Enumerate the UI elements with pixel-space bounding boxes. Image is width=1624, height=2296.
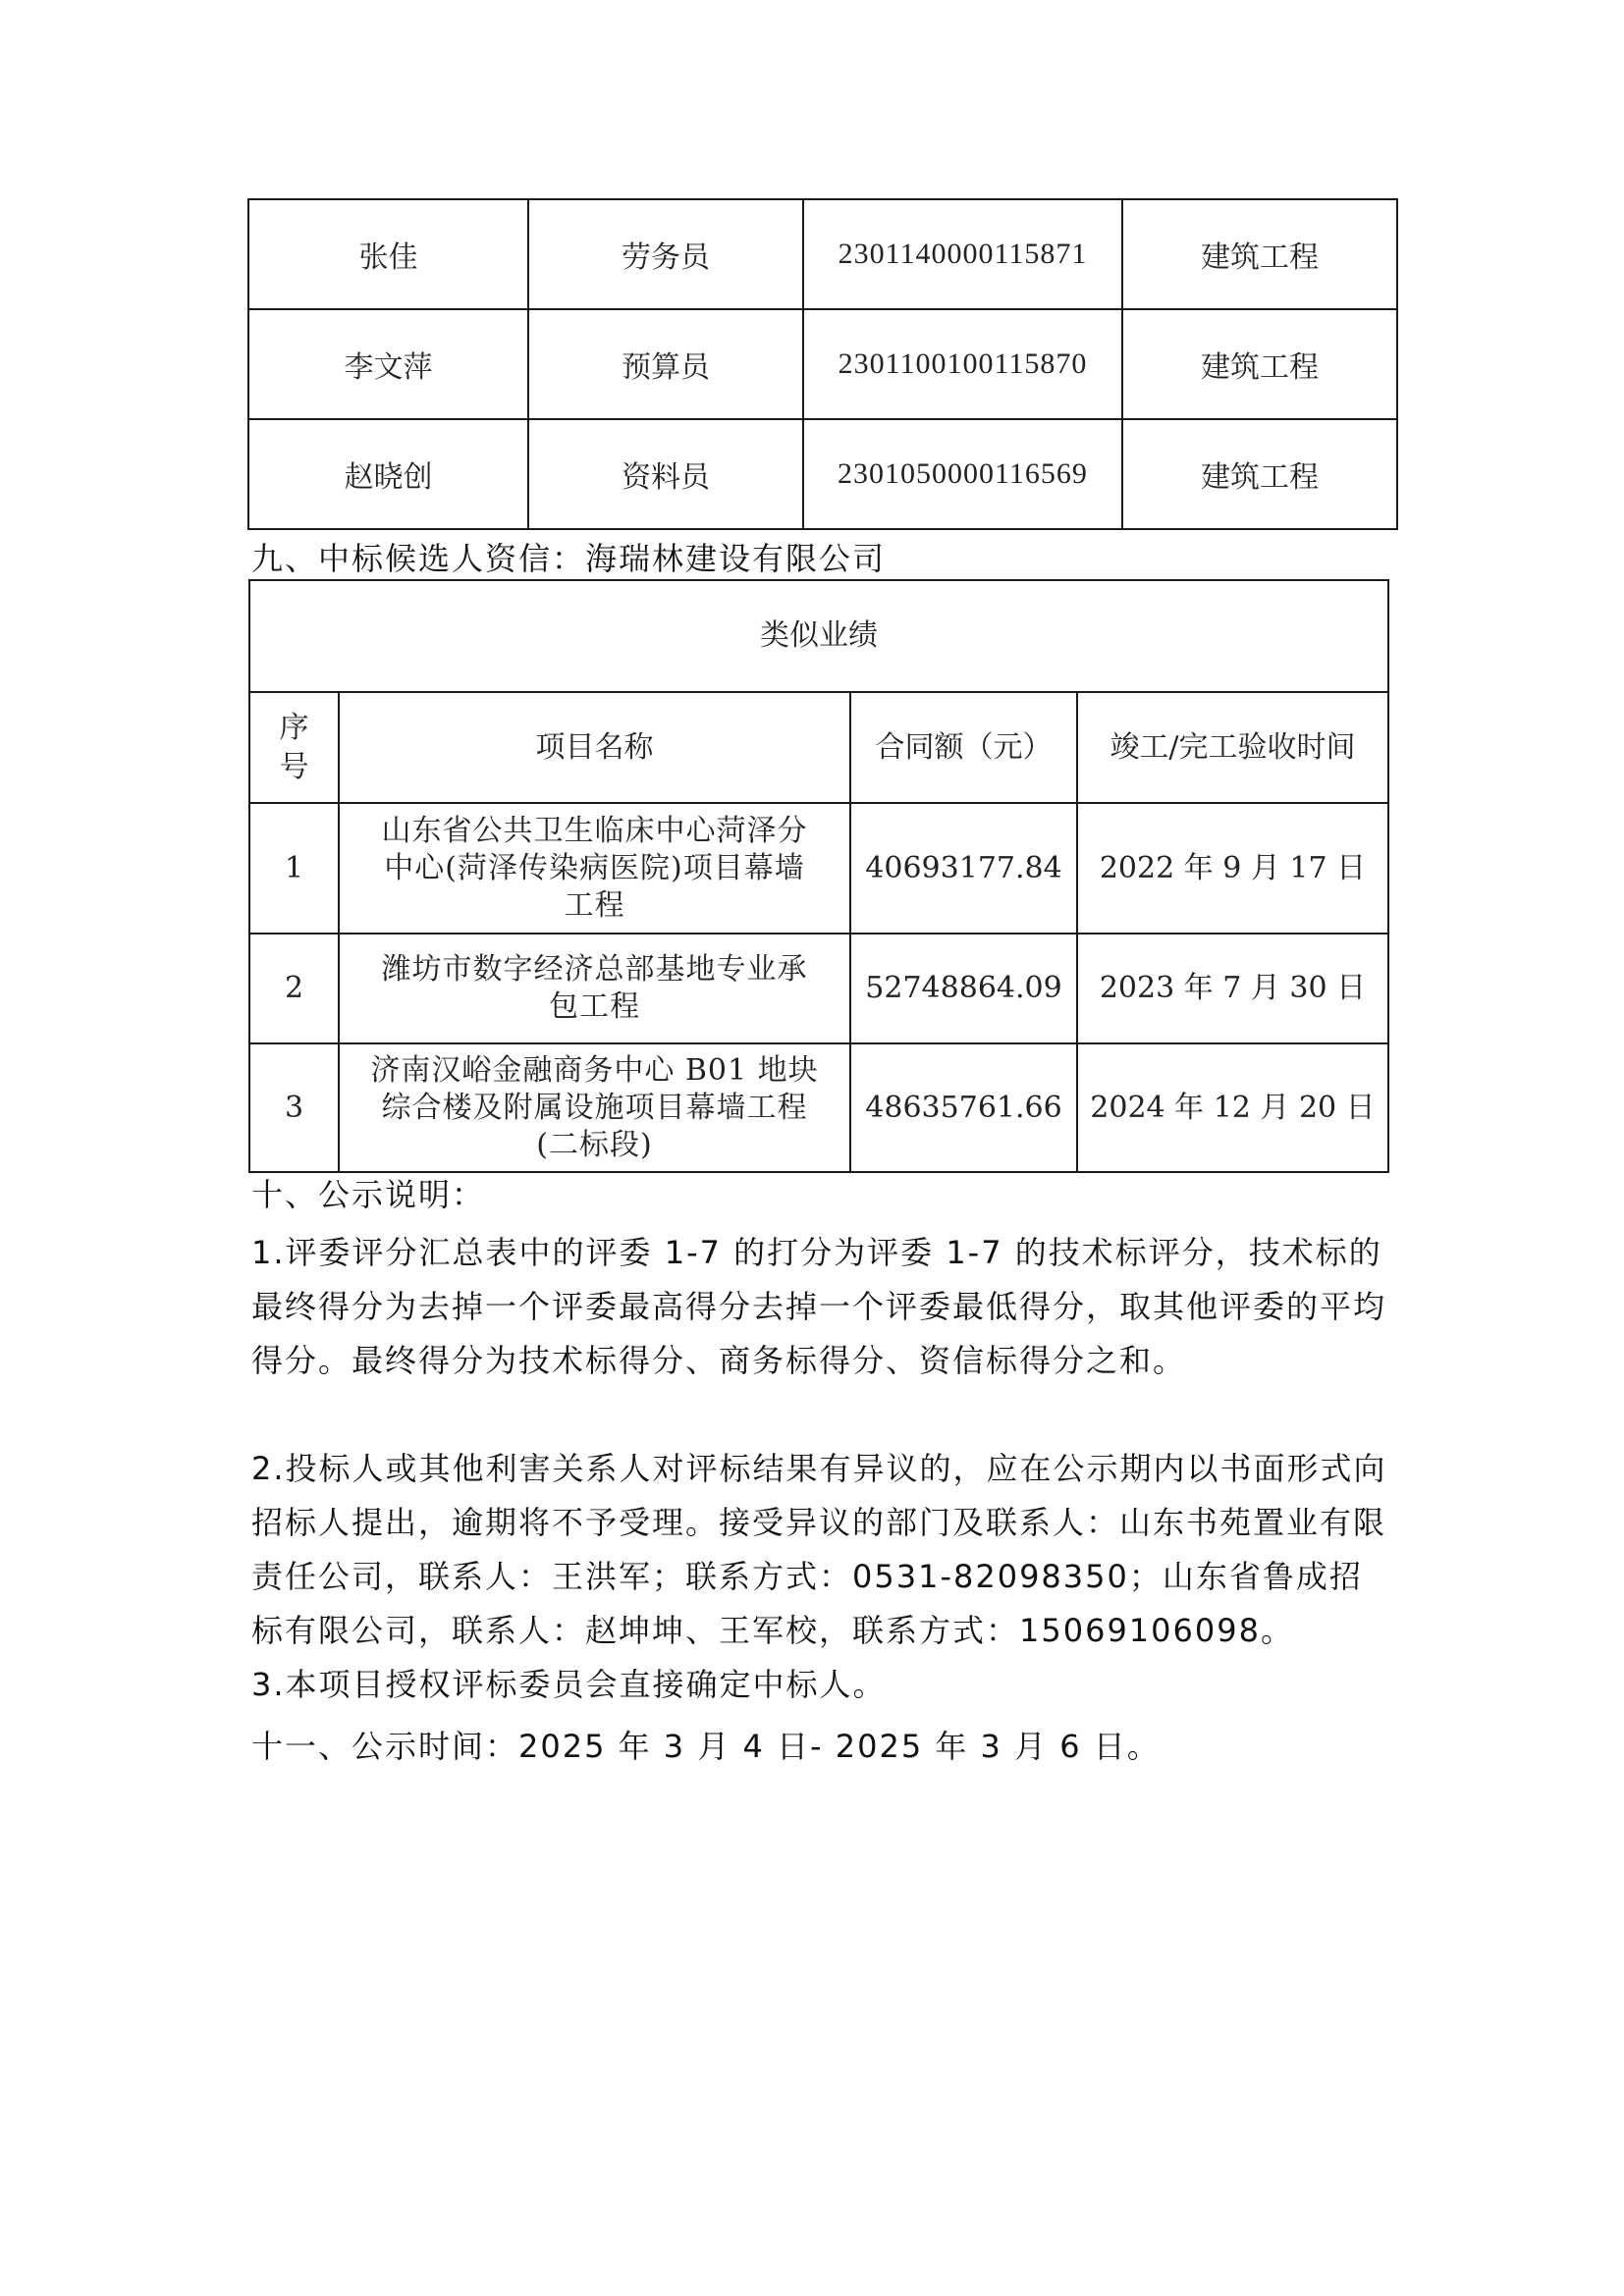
contract-amount: 40693177.84 [850,803,1077,934]
header-index-line2: 号 [279,749,309,784]
table-row [249,803,1388,934]
project-name [339,1043,850,1172]
staff-cert-number: 2301140000115871 [803,199,1122,309]
project-name-line: 综合楼及附属设施项目幕墙工程 [381,1090,808,1125]
header-project: 项目名称 [339,692,850,803]
row-index: 1 [249,803,339,934]
staff-major: 建筑工程 [1122,419,1397,529]
staff-role: 劳务员 [528,199,803,309]
project-name-line: (二标段) [536,1127,653,1162]
staff-major: 建筑工程 [1122,309,1397,419]
header-index-line1: 序 [279,710,309,745]
staff-role: 预算员 [528,309,803,419]
table-header-row [249,692,1388,803]
project-name [339,803,850,934]
staff-name: 张佳 [248,199,528,309]
header-index [249,692,339,803]
table-row [248,309,1397,419]
section11-heading: 十一、公示时间：2025 年 3 月 4 日- 2025 年 3 月 6 日。 [251,1728,1161,1765]
staff-cert-number: 2301050000116569 [803,419,1122,529]
header-date: 竣工/完工验收时间 [1077,692,1388,803]
table-row [248,419,1397,529]
table-row [249,934,1388,1043]
project-name-line: 工程 [564,887,625,923]
performance-table [248,579,1389,1173]
contract-amount: 52748864.09 [850,934,1077,1043]
table-row [248,199,1397,309]
header-amount: 合同额（元） [850,692,1077,803]
staff-name: 李文萍 [248,309,528,419]
acceptance-date: 2024 年 12 月 20 日 [1077,1043,1388,1172]
project-name-line: 潍坊市数字经济总部基地专业承 [381,952,808,987]
notice-item-3: 3.本项目授权评标委员会直接确定中标人。 [251,1666,887,1703]
project-name-line: 山东省公共卫生临床中心菏泽分 [381,813,808,848]
project-name [339,934,850,1043]
project-name-line: 中心(菏泽传染病医院)项目幕墙 [384,850,805,885]
staff-role: 资料员 [528,419,803,529]
staff-major: 建筑工程 [1122,199,1397,309]
notice-item-1: 1.评委评分汇总表中的评委 1-7 的打分为评委 1-7 的技术标评分，技术标的最终得分为去掉一个评委最高得分去掉一个评委最低得分，取其他评委的平均得分。最终得分为技术标得分、商务标得分、资信标得分之和。 [251,1234,1387,1379]
staff-table [247,198,1398,530]
acceptance-date: 2022 年 9 月 17 日 [1077,803,1388,934]
table-row [249,1043,1388,1172]
row-index: 2 [249,934,339,1043]
staff-cert-number: 2301100100115870 [803,309,1122,419]
staff-name: 赵晓创 [248,419,528,529]
section9-heading: 九、中标候选人资信：海瑞林建设有限公司 [251,540,887,577]
table-title-row [249,580,1388,692]
acceptance-date: 2023 年 7 月 30 日 [1077,934,1388,1043]
contract-amount: 48635761.66 [850,1043,1077,1172]
performance-table-title: 类似业绩 [249,580,1388,692]
project-name-line: 包工程 [549,989,640,1024]
row-index: 3 [249,1043,339,1172]
project-name-line: 济南汉峪金融商务中心 B01 地块 [370,1052,819,1088]
notice-item-2: 2.投标人或其他利害关系人对评标结果有异议的，应在公示期内以书面形式向招标人提出，逾期将不予受理。接受异议的部门及联系人：山东书苑置业有限责任公司，联系人：王洪军；联系方式：0531-82098350；山东省鲁成招标有限公司，联系人：赵坤坤、王军校，联系方式：15069106098。 [251,1450,1387,1649]
section10-heading: 十、公示说明： [251,1176,486,1213]
